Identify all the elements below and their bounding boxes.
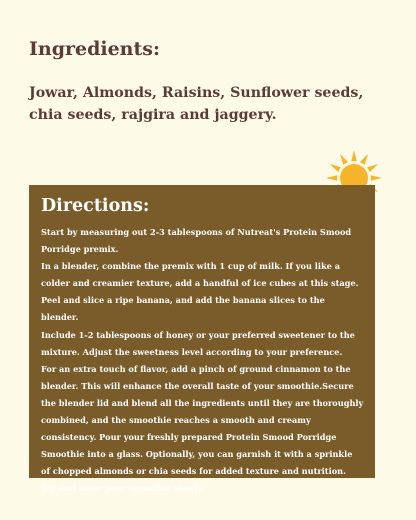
sun-ray [340,154,348,165]
sun-ray [330,164,341,172]
sun-ray [360,154,368,165]
directions-body: Start by measuring out 2-3 tablespoons of Nutreat's Protein Smood Porridge premix. In a blender, combine the premix with 1 cup of milk. If you like a colder and creamier texture, add a handful of ice cubes at this stage. Peel and slice a ripe banana, and add the banana slices to the blender. Include 1-2 tablespoons of honey or your preferred sweetener to the mixture. Adjust the sweetness level according to your preference. For an extra touch of flavor, add a pinch of ground cinnamon to the blender. This will enhance the overall taste of your smoothie.Secure the blender lid and blend all the ingredients until they are thoroughly combined, and the smoothie reaches a smooth and creamy consistency. Pour your freshly prepared Protein Smood Porridge Smoothie into a glass. Optionally, you can garnish it with a sprinkle of chopped almonds or chia seeds for added texture and nutrition. Sip and savor your smoothie slowly. [41,227,364,494]
sun-ray [371,175,382,180]
directions-box [29,185,375,494]
ingredients-text: Jowar, Almonds, Raisins, Sunflower seeds, chia seeds, rajgira and jaggery. [29,85,364,123]
sun-ray [351,150,356,161]
ingredients-heading: Ingredients: [29,38,160,60]
sun-ray [326,175,337,180]
directions-heading: Directions: [41,196,150,216]
sun-ray [367,164,378,172]
